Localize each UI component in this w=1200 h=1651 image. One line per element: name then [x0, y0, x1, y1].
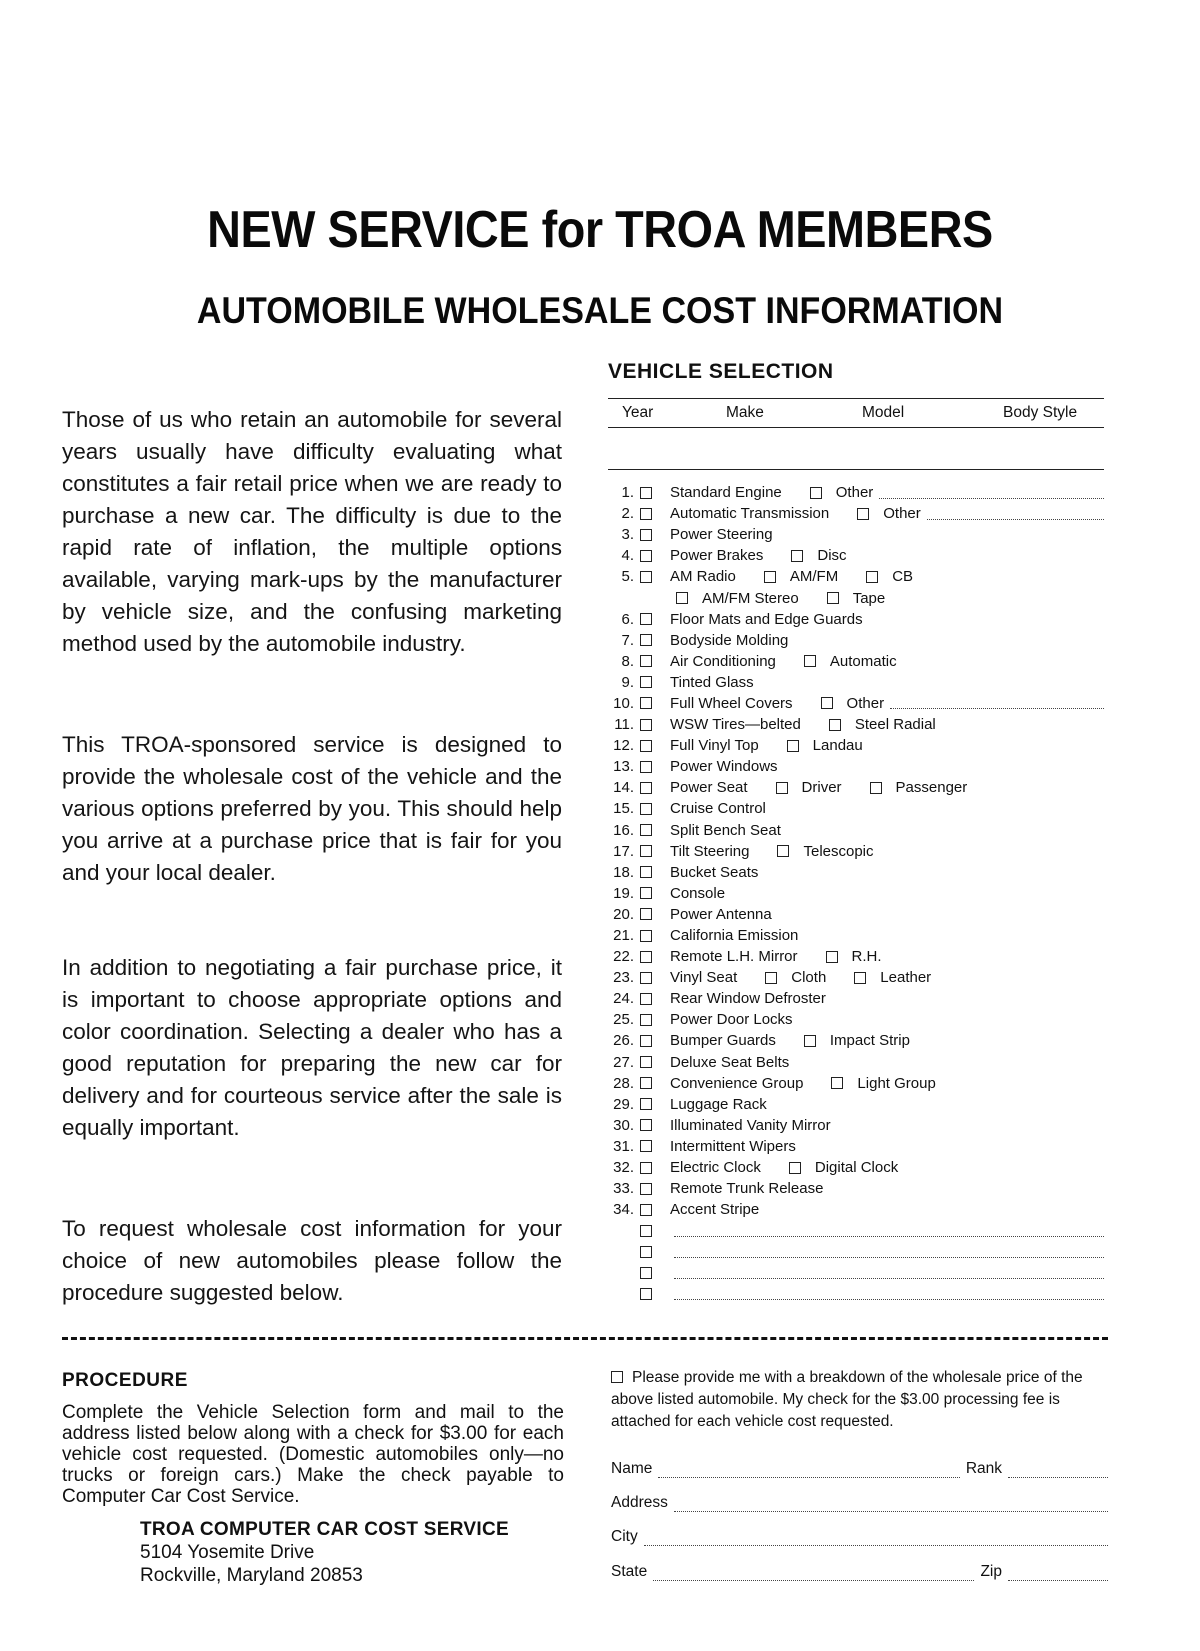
option-row: [608, 820, 1106, 841]
option-checkbox[interactable]: [640, 761, 652, 773]
option-checkbox[interactable]: [640, 803, 652, 815]
option-label: Air Conditioning: [670, 652, 776, 670]
address-label: Address: [611, 1494, 668, 1511]
sub-option-checkbox[interactable]: [866, 571, 878, 583]
sub-option-checkbox[interactable]: [804, 655, 816, 667]
sub-option-label: Other: [835, 484, 874, 502]
option-number: 24.: [613, 990, 634, 1008]
name-field[interactable]: [658, 1464, 959, 1478]
sub-option-label: Other: [846, 694, 885, 712]
option-row: [608, 1284, 1106, 1305]
option-row: [608, 1262, 1106, 1283]
option-label: Standard Engine: [670, 484, 782, 502]
sub-option-label: AM/FM Stereo: [702, 589, 799, 607]
option-checkbox[interactable]: [640, 1140, 652, 1152]
sub-option-label: Steel Radial: [854, 716, 936, 734]
option-label: California Emission: [670, 927, 799, 945]
sub-option-label: Disc: [817, 547, 847, 565]
sub-option-checkbox[interactable]: [789, 1162, 801, 1174]
option-row: [608, 651, 1106, 672]
sub-option: [827, 588, 886, 609]
option-checkbox[interactable]: [640, 1225, 652, 1237]
sub-option-checkbox[interactable]: [791, 550, 803, 562]
sub-option-label: Leather: [880, 969, 932, 987]
option-checkbox[interactable]: [640, 1056, 652, 1068]
sub-option-label: Automatic: [829, 652, 897, 670]
option-number: 10.: [613, 694, 634, 712]
option-checkbox[interactable]: [640, 866, 652, 878]
option-number: 12.: [613, 737, 634, 755]
write-in-option-field[interactable]: [674, 1225, 1104, 1237]
option-label: Power Door Locks: [670, 1011, 793, 1029]
option-checkbox[interactable]: [640, 972, 652, 984]
procedure-text: Complete the Vehicle Selection form and mail to the address listed below along with a check for $3.00 for each vehicle cost requested. (Domestic automobiles only—no trucks or foreign cars.) Make the check payable to Computer Car Cost Service.: [62, 1402, 564, 1507]
procedure-title: PROCEDURE: [62, 1370, 188, 1391]
sub-option-label: R.H.: [851, 948, 882, 966]
option-checkbox[interactable]: [640, 1183, 652, 1195]
zip-field[interactable]: [1008, 1567, 1108, 1581]
rank-label: Rank: [965, 1460, 1002, 1477]
option-label: Bodyside Molding: [670, 631, 789, 649]
sub-option: [829, 714, 936, 735]
option-number: 31.: [613, 1137, 634, 1155]
address-street: 5104 Yosemite Drive: [140, 1542, 315, 1563]
option-number: 18.: [613, 863, 634, 881]
sub-option-checkbox[interactable]: [821, 697, 833, 709]
option-number: 7.: [621, 631, 634, 649]
option-row: [608, 1094, 1106, 1115]
sub-option-checkbox[interactable]: [857, 508, 869, 520]
option-label: Vinyl Seat: [670, 969, 738, 987]
vehicle-selection-title: VEHICLE SELECTION: [608, 360, 834, 383]
option-label: Power Seat: [670, 779, 748, 797]
option-row: [608, 672, 1106, 693]
option-label: AM Radio: [670, 568, 736, 586]
sub-option-checkbox[interactable]: [676, 592, 688, 604]
option-number: 20.: [613, 905, 634, 923]
option-label: Luggage Rack: [670, 1095, 767, 1113]
option-label: Remote Trunk Release: [670, 1180, 824, 1198]
sub-option-checkbox[interactable]: [829, 719, 841, 731]
option-number: 6.: [621, 610, 634, 628]
option-checkbox[interactable]: [640, 908, 652, 920]
option-row: [608, 482, 1106, 503]
sub-option-checkbox[interactable]: [870, 782, 882, 794]
write-in-option-field[interactable]: [674, 1246, 1104, 1258]
option-label: Bucket Seats: [670, 863, 759, 881]
sub-option: [831, 1073, 935, 1094]
sub-option: [866, 566, 913, 587]
sub-option-label: Light Group: [857, 1074, 936, 1092]
page-title: NEW SERVICE for TROA MEMBERS: [207, 201, 993, 259]
option-checkbox[interactable]: [640, 529, 652, 541]
option-checkbox[interactable]: [640, 676, 652, 688]
sub-option-label: Digital Clock: [814, 1159, 899, 1177]
city-row: [611, 1528, 1108, 1546]
option-row: [608, 503, 1106, 524]
option-row: [608, 1136, 1106, 1157]
option-checkbox[interactable]: [640, 993, 652, 1005]
sub-option: [676, 588, 799, 609]
options-checklist: [608, 482, 1106, 1305]
option-label: Full Wheel Covers: [670, 694, 793, 712]
option-checkbox[interactable]: [640, 655, 652, 667]
zip-label: Zip: [980, 1563, 1002, 1580]
city-label: City: [611, 1528, 638, 1545]
sub-option-label: AM/FM: [789, 568, 839, 586]
option-checkbox[interactable]: [640, 1162, 652, 1174]
option-number: 34.: [613, 1201, 634, 1219]
option-row: [608, 1030, 1106, 1051]
option-row: [608, 883, 1106, 904]
option-row: [608, 1241, 1106, 1262]
sub-option: [857, 503, 921, 524]
option-row: [608, 735, 1106, 756]
option-label: Power Steering: [670, 526, 773, 544]
option-checkbox[interactable]: [640, 508, 652, 520]
sub-option: [810, 482, 874, 503]
option-number: 5.: [621, 568, 634, 586]
option-checkbox[interactable]: [640, 613, 652, 625]
option-row: [608, 587, 1106, 608]
option-row: [608, 1220, 1106, 1241]
mailing-address: [140, 1518, 509, 1587]
sub-option: [764, 566, 838, 587]
city-field[interactable]: [644, 1532, 1108, 1546]
intro-paragraph: To request wholesale cost information for your choice of new automobiles please follow the procedure suggested below.: [62, 1216, 562, 1305]
sub-option-checkbox[interactable]: [776, 782, 788, 794]
option-row: [608, 714, 1106, 735]
option-number: 15.: [613, 800, 634, 818]
option-label: Intermittent Wipers: [670, 1137, 796, 1155]
option-number: 27.: [613, 1053, 634, 1071]
sub-option-checkbox[interactable]: [854, 972, 866, 984]
sub-option: [804, 651, 897, 672]
option-checkbox[interactable]: [640, 1077, 652, 1089]
option-checkbox[interactable]: [640, 1288, 652, 1300]
sub-option-checkbox[interactable]: [831, 1077, 843, 1089]
state-field[interactable]: [653, 1567, 974, 1581]
option-label: Deluxe Seat Belts: [670, 1053, 790, 1071]
sub-option: [787, 735, 863, 756]
option-row: [608, 1178, 1106, 1199]
request-checkbox[interactable]: [611, 1371, 623, 1383]
option-number: 28.: [613, 1074, 634, 1092]
option-number: 2.: [621, 505, 634, 523]
option-row: [608, 988, 1106, 1009]
option-row: [608, 841, 1106, 862]
option-row: [608, 925, 1106, 946]
option-label: Floor Mats and Edge Guards: [670, 610, 863, 628]
option-row: [608, 693, 1106, 714]
intro-paragraph: Those of us who retain an automobile for several years usually have difficulty evaluating what constitutes a fair retail price when we are ready to purchase a new car. The difficulty is due to the rapid rate of inflation, the multiple options available, varying mark-ups by the manufacturer by vehicle size, and the confusing marketing method used by the automobile industry.: [62, 407, 562, 656]
option-label: Console: [670, 884, 726, 902]
sub-option-checkbox[interactable]: [765, 972, 777, 984]
option-label: Electric Clock: [670, 1159, 761, 1177]
cut-line-divider: [62, 1337, 1108, 1340]
option-number: 17.: [613, 842, 634, 860]
option-row: [608, 1157, 1106, 1178]
option-checkbox[interactable]: [640, 571, 652, 583]
option-checkbox[interactable]: [640, 1246, 652, 1258]
option-row: [608, 756, 1106, 777]
option-number: 11.: [614, 716, 634, 734]
sub-option-checkbox[interactable]: [764, 571, 776, 583]
option-number: 23.: [613, 969, 634, 987]
sub-option-label: Impact Strip: [829, 1032, 910, 1050]
option-number: 29.: [613, 1095, 634, 1113]
address-row: [611, 1494, 1108, 1512]
option-number: 19.: [613, 884, 634, 902]
vehicle-entry-line[interactable]: [608, 469, 1104, 470]
sub-option-label: Cloth: [791, 969, 827, 987]
sub-option: [777, 841, 873, 862]
option-label: Remote L.H. Mirror: [670, 948, 798, 966]
state-zip-row: [611, 1563, 1108, 1581]
write-in-option-field[interactable]: [674, 1288, 1104, 1300]
vehicle-selection-header: [608, 398, 1104, 428]
option-checkbox[interactable]: [640, 824, 652, 836]
option-row: [608, 798, 1106, 819]
other-specify-field[interactable]: [927, 508, 1104, 520]
option-row: [608, 524, 1106, 545]
option-number: 8.: [621, 652, 634, 670]
option-row: [608, 946, 1106, 967]
option-number: 32.: [613, 1159, 634, 1177]
request-text: Please provide me with a breakdown of the wholesale price of the above listed automobile. My check for the $3.00 processing fee is attached for each vehicle cost requested.: [611, 1369, 1083, 1430]
option-checkbox[interactable]: [640, 1035, 652, 1047]
name-rank-row: [611, 1460, 1108, 1478]
address-field[interactable]: [674, 1498, 1108, 1512]
sub-option-checkbox[interactable]: [777, 845, 789, 857]
sub-option-checkbox[interactable]: [826, 951, 838, 963]
option-label: Rear Window Defroster: [670, 990, 826, 1008]
option-checkbox[interactable]: [640, 1119, 652, 1131]
sub-option-checkbox[interactable]: [810, 487, 822, 499]
sub-option: [776, 777, 842, 798]
sub-option-label: Passenger: [895, 779, 968, 797]
option-row: [608, 904, 1106, 925]
option-checkbox[interactable]: [640, 719, 652, 731]
sub-option-checkbox[interactable]: [804, 1035, 816, 1047]
option-row: [608, 1052, 1106, 1073]
sub-option-label: Other: [883, 505, 921, 523]
state-label: State: [611, 1563, 648, 1580]
option-checkbox[interactable]: [640, 697, 652, 709]
option-checkbox[interactable]: [640, 930, 652, 942]
column-make: Make: [726, 404, 764, 421]
option-checkbox[interactable]: [640, 1267, 652, 1279]
column-body-style: Body Style: [1003, 404, 1078, 421]
intro-paragraph: This TROA-sponsored service is designed to provide the wholesale cost of the vehicle and the various options preferred by you. This should help you arrive at a purchase price that is fair for you and your local dealer.: [62, 732, 562, 885]
sub-option: [765, 967, 826, 988]
option-row: [608, 967, 1106, 988]
sub-option: [854, 967, 931, 988]
option-label: Tilt Steering: [670, 842, 750, 860]
option-label: WSW Tires—belted: [670, 716, 801, 734]
option-label: Bumper Guards: [670, 1032, 776, 1050]
option-number: 9.: [621, 673, 634, 691]
option-number: 21.: [613, 927, 634, 945]
page-subtitle: AUTOMOBILE WHOLESALE COST INFORMATION: [196, 290, 1004, 331]
sub-option: [789, 1157, 898, 1178]
option-row: [608, 1073, 1106, 1094]
option-number: 1.: [621, 484, 634, 502]
option-checkbox[interactable]: [640, 1014, 652, 1026]
address-city: Rockville, Maryland 20853: [140, 1565, 363, 1586]
sub-option-checkbox[interactable]: [787, 740, 799, 752]
sub-option: [870, 777, 968, 798]
option-label: Power Windows: [670, 758, 778, 776]
option-label: Cruise Control: [670, 800, 766, 818]
option-label: Split Bench Seat: [670, 821, 781, 839]
sub-option-label: CB: [892, 568, 914, 586]
option-label: Automatic Transmission: [670, 505, 830, 523]
option-checkbox[interactable]: [640, 634, 652, 646]
option-number: 16.: [613, 821, 634, 839]
option-checkbox[interactable]: [640, 550, 652, 562]
sub-option-label: Tape: [852, 589, 886, 607]
option-row: [608, 545, 1106, 566]
sub-option-label: Driver: [801, 779, 842, 797]
option-checkbox[interactable]: [640, 740, 652, 752]
option-checkbox[interactable]: [640, 845, 652, 857]
option-checkbox[interactable]: [640, 487, 652, 499]
option-number: 30.: [613, 1116, 634, 1134]
option-checkbox[interactable]: [640, 1098, 652, 1110]
sub-option-label: Landau: [812, 737, 863, 755]
option-number: 25.: [613, 1011, 634, 1029]
request-breakdown: [611, 1367, 1111, 1433]
option-checkbox[interactable]: [640, 1204, 652, 1216]
sub-option-checkbox[interactable]: [827, 592, 839, 604]
option-number: 26.: [613, 1032, 634, 1050]
option-label: Convenience Group: [670, 1074, 804, 1092]
option-number: 13.: [613, 758, 634, 776]
sub-option: [804, 1030, 910, 1051]
option-number: 33.: [613, 1180, 634, 1198]
option-label: Power Antenna: [670, 905, 772, 923]
sub-option: [821, 693, 885, 714]
option-number: 3.: [621, 526, 634, 544]
rank-field[interactable]: [1008, 1464, 1108, 1478]
option-label: Power Brakes: [670, 547, 764, 565]
option-row: [608, 1009, 1106, 1030]
option-number: 4.: [621, 547, 634, 565]
address-organization: TROA COMPUTER CAR COST SERVICE: [140, 1519, 509, 1540]
other-specify-field[interactable]: [890, 697, 1104, 709]
option-row: [608, 630, 1106, 651]
write-in-option-field[interactable]: [674, 1267, 1104, 1279]
option-label: Accent Stripe: [670, 1201, 760, 1219]
option-checkbox[interactable]: [640, 887, 652, 899]
option-row: [608, 777, 1106, 798]
option-label: Illuminated Vanity Mirror: [670, 1116, 831, 1134]
option-checkbox[interactable]: [640, 951, 652, 963]
option-row: [608, 609, 1106, 630]
option-checkbox[interactable]: [640, 782, 652, 794]
column-model: Model: [862, 404, 905, 421]
option-row: [608, 566, 1106, 587]
sub-option: [791, 545, 846, 566]
column-year: Year: [622, 404, 654, 421]
option-row: [608, 1115, 1106, 1136]
option-row: [608, 862, 1106, 883]
option-number: 22.: [613, 948, 634, 966]
intro-paragraph: In addition to negotiating a fair purchase price, it is important to choose appropriate options and color coordination. Selecting a dealer who has a good reputation for preparing the new car for delivery and for courteous service after the sale is equally important.: [62, 955, 562, 1140]
option-number: 14.: [613, 779, 634, 797]
sub-option: [826, 946, 882, 967]
name-label: Name: [611, 1460, 653, 1477]
option-label: Tinted Glass: [670, 673, 754, 691]
option-label: Full Vinyl Top: [670, 737, 759, 755]
other-specify-field[interactable]: [879, 487, 1104, 499]
sub-option-label: Telescopic: [803, 842, 874, 860]
option-row: [608, 1199, 1106, 1220]
